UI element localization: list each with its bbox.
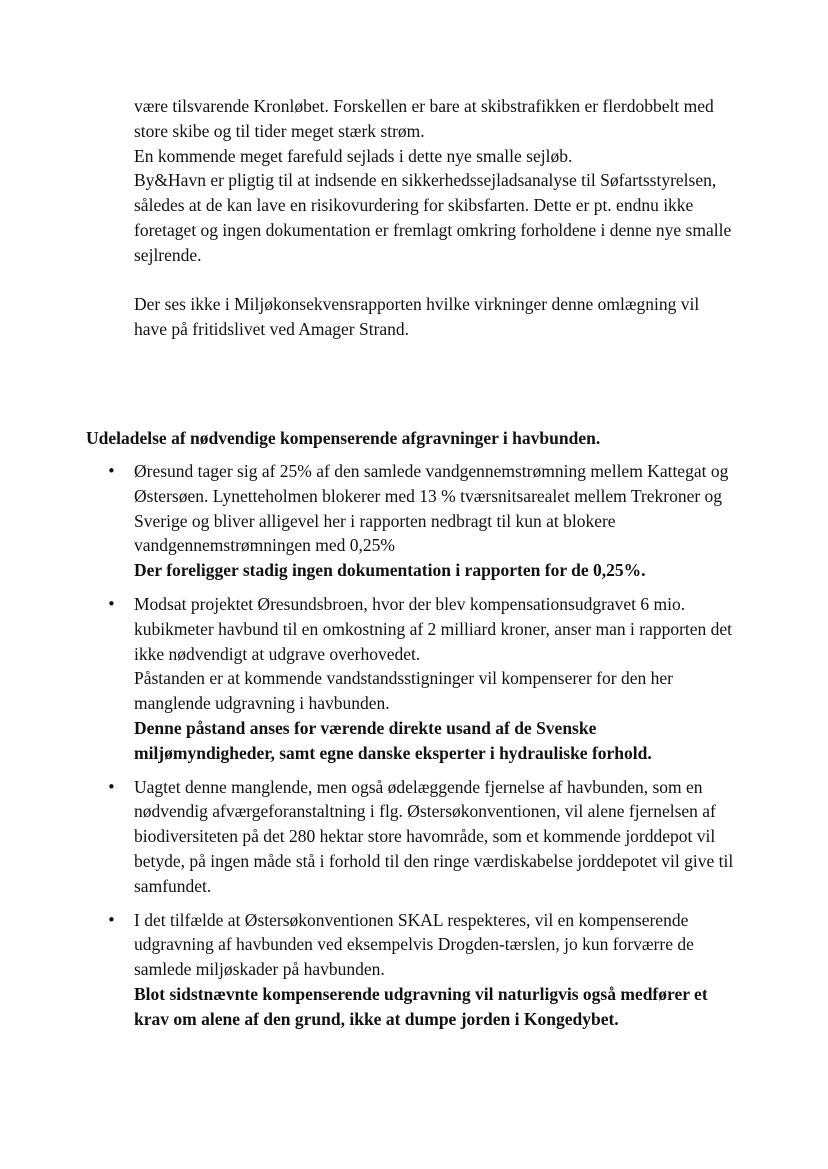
bullet-item [0, 459, 734, 583]
bullet-text: Påstanden er at kommende vandstandsstigninger vil kompenserer for den her manglende udgravning i havbunden. [134, 668, 673, 714]
intro-paragraph: Der ses ikke i Miljøkonsekvensrapporten hvilke virkninger denne omlægning vil have på fritidslivet ved Amager Strand. [134, 294, 700, 340]
paragraph-gap [134, 268, 734, 293]
intro-paragraph-line: En kommende meget farefuld sejlads i dette nye smalle sejløb. [134, 145, 573, 166]
bullet-icon: • [107, 910, 116, 929]
bullet-text: I det tilfælde at Østersøkonventionen SKAL respekteres, vil en kompenserende udgravning af havbunden ved eksempelvis Drogden-tærslen, jo kun forværre de samlede miljøskader på havbunden. [134, 909, 694, 980]
bullet-bold-text: Der foreligger stadig ingen dokumentation i rapporten for de 0,25%. [134, 560, 646, 581]
bullet-icon: • [107, 777, 116, 796]
bullet-list [0, 459, 828, 1032]
section-heading: Udeladelse af nødvendige kompenserende afgravninger i havbunden. [86, 428, 601, 448]
bullet-bold-text: Blot sidstnævnte kompenserende udgravning vil naturligvis også medfører et krav om alene af den grund, ikke at dumpe jorden i Kongedybet. [134, 983, 708, 1029]
bullet-item [0, 908, 734, 1032]
intro-section [134, 94, 734, 342]
bullet-bold-text: Denne påstand anses for værende direkte usand af de Svenske miljømyndigheder, samt egne danske eksperter i hydrauliske forhold. [134, 717, 652, 763]
bullet-text: Modsat projektet Øresundsbroen, hvor der blev kompensationsudgravet 6 mio. kubikmeter havbund til en omkostning af 2 milliard kroner, anser man i rapporten det ikke nødvendigt at udgrave overhovedet. [134, 593, 733, 664]
bullet-text: Uagtet denne manglende, men også ødelæggende fjernelse af havbunden, som en nødvendig afværgeforanstaltning i flg. Østersøkonventionen, vil alene fjernelsen af biodiversiteten på det 280 hektar store havområde, som et kommende jorddepot vil betyde, på ingen måde stå i forhold til den ringe værdiskabelse jorddepotet vil give til samfundet. [134, 776, 734, 896]
bullet-icon: • [107, 594, 116, 613]
bullet-item [0, 775, 734, 899]
bullet-text: Øresund tager sig af 25% af den samlede vandgennemstrømning mellem Kattegat og Østersøen. Lynetteholmen blokerer med 13 % tværsnitsarealet mellem Trekroner og Sverige og bliver alligevel her i rapporten nedbragt til kun at blokere vandgennemstrømningen med 0,25% [134, 461, 729, 556]
intro-paragraph-line: By&Havn er pligtig til at indsende en sikkerhedssejladsanalyse til Søfartsstyrelsen, således at de kan lave en risikovurdering for skibsfarten. Dette er pt. endnu ikke foretaget og ingen dokumentation er fremlagt omkring forholdene i denne nye smalle sejlrende. [134, 170, 732, 265]
bullet-item [0, 592, 734, 766]
intro-paragraph-line: være tilsvarende Kronløbet. Forskellen er bare at skibstrafikken er flerdobbelt med store skibe og til tider meget stærk strøm. [134, 96, 714, 141]
bullet-icon: • [107, 462, 116, 480]
